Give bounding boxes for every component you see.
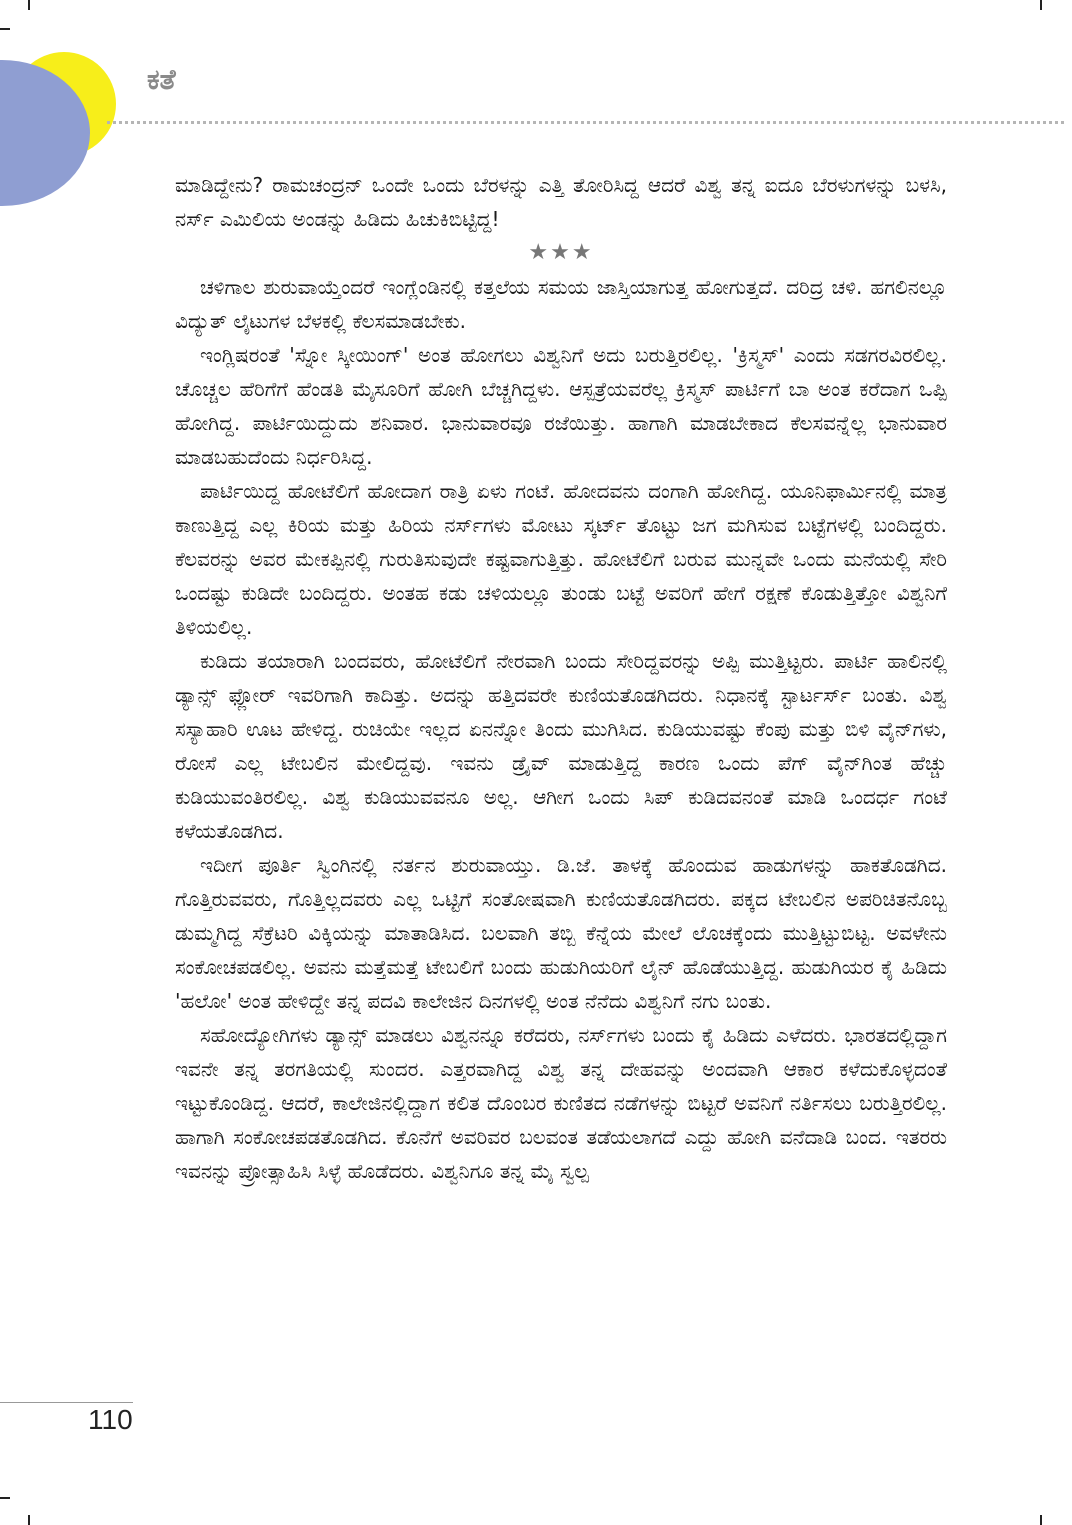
paragraph: ಸಹೋದ್ಯೋಗಿಗಳು ಡ್ಯಾನ್ಸ್ ಮಾಡಲು ವಿಶ್ವನನ್ನೂ ಕರೆದರು, ನರ್ಸ್‌ಗಳು ಬಂದು ಕೈ ಹಿಡಿದು ಎಳೆದರು. ಭಾರತದಲ್ಲಿದ್ದಾಗ ಇವನೇ ತನ್ನ ತರಗತಿಯಲ್ಲಿ ಸುಂದರ. ಎತ್ತರವಾಗಿದ್ದ ವಿಶ್ವ ತನ್ನ ದೇಹವನ್ನು ಅಂದವಾಗಿ ಆಕಾರ ಕಳೆದುಕೊಳ್ಳದಂತೆ ಇಟ್ಟುಕೊಂಡಿದ್ದ. ಆದರೆ, ಕಾಲೇಜಿನಲ್ಲಿದ್ದಾಗ ಕಲಿತ ದೊಂಬರ ಕುಣಿತದ ನಡೆಗಳನ್ನು ಬಿಟ್ಟರೆ ಅವನಿಗೆ ನರ್ತಿಸಲು ಬರುತ್ತಿರಲಿಲ್ಲ. ಹಾಗಾಗಿ ಸಂಕೋಚಪಡತೊಡಗಿದ. ಕೊನೆಗೆ ಅವರಿವರ ಬಲವಂತ ತಡೆಯಲಾಗದೆ ಎದ್ದು ಹೋಗಿ ವನೆದಾಡಿ ಬಂದ. ಇತರರು ಇವನನ್ನು ಪ್ರೋತ್ಸಾಹಿಸಿ ಸಿಳ್ಳೆ ಹೊಡೆದರು. ವಿಶ್ವನಿಗೂ ತನ್ನ ಮೈ ಸ್ವಲ್ಪ (175, 1023, 947, 1183)
paragraph: ಇದೀಗ ಪೂರ್ತಿ ಸ್ವಿಂಗಿನಲ್ಲಿ ನರ್ತನ ಶುರುವಾಯ್ತು. ಡಿ.ಜೆ. ತಾಳಕ್ಕೆ ಹೊಂದುವ ಹಾಡುಗಳನ್ನು ಹಾಕತೊಡಗಿದ. ಗೊತ್ತಿರುವವರು, ಗೊತ್ತಿಲ್ಲದವರು ಎಲ್ಲ ಒಟ್ಟಿಗೆ ಸಂತೋಷವಾಗಿ ಕುಣಿಯತೊಡಗಿದರು. ಪಕ್ಕದ ಟೇಬಲಿನ ಅಪರಿಚಿತನೊಬ್ಬ ಡುಮ್ಮಗಿದ್ದ ಸೆಕ್ರೆಟರಿ ವಿಕ್ಕಿಯನ್ನು ಮಾತಾಡಿಸಿದ. ಬಲವಾಗಿ ತಬ್ಬಿ ಕೆನ್ನೆಯ ಮೇಲೆ ಲೊಚಕ್ಕೆಂದು ಮುತ್ತಿಟ್ಟುಬಿಟ್ಟ. ಅವಳೇನು ಸಂಕೋಚಪಡಲಿಲ್ಲ. ಅವನು ಮತ್ತೆಮತ್ತೆ ಟೇಬಲಿಗೆ ಬಂದು ಹುಡುಗಿಯರಿಗೆ ಲೈನ್ ಹೊಡೆಯುತ್ತಿದ್ದ. ಹುಡುಗಿಯರ ಕೈ ಹಿಡಿದು 'ಹಲೋ' ಅಂತ ಹೇಳಿದ್ದೇ ತನ್ನ ಪದವಿ ಕಾಲೇಜಿನ ದಿನಗಳಲ್ಲಿ ಅಂತ ನೆನೆದು ವಿಶ್ವನಿಗೆ ನಗು ಬಂತು. (175, 853, 947, 1013)
crop-mark-left-bottom (0, 1497, 10, 1499)
paragraph: ಕುಡಿದು ತಯಾರಾಗಿ ಬಂದವರು, ಹೋಟೆಲಿಗೆ ನೇರವಾಗಿ ಬಂದು ಸೇರಿದ್ದವರನ್ನು ಅಪ್ಪಿ ಮುತ್ತಿಟ್ಟರು. ಪಾರ್ಟಿ ಹಾಲಿನಲ್ಲಿ ಡ್ಯಾನ್ಸ್ ಫ್ಲೋರ್ ಇವರಿಗಾಗಿ ಕಾದಿತ್ತು. ಅದನ್ನು ಹತ್ತಿದವರೇ ಕುಣಿಯತೊಡಗಿದರು. ನಿಧಾನಕ್ಕೆ ಸ್ಟಾರ್ಟರ್ಸ್ ಬಂತು. ವಿಶ್ವ ಸಸ್ಯಾಹಾರಿ ಊಟ ಹೇಳಿದ್ದ. ರುಚಿಯೇ ಇಲ್ಲದ ಏನನ್ನೋ ತಿಂದು ಮುಗಿಸಿದ. ಕುಡಿಯುವಷ್ಟು ಕೆಂಪು ಮತ್ತು ಬಿಳಿ ವೈನ್‌ಗಳು, ರೋಸೆ ಎಲ್ಲ ಟೇಬಲಿನ ಮೇಲಿದ್ದವು. ಇವನು ಡ್ರೈವ್ ಮಾಡುತ್ತಿದ್ದ ಕಾರಣ ಒಂದು ಪೆಗ್ ವೈನ್‌ಗಿಂತ ಹೆಚ್ಚು ಕುಡಿಯುವಂತಿರಲಿಲ್ಲ. ವಿಶ್ವ ಕುಡಿಯುವವನೂ ಅಲ್ಲ. ಆಗೀಗ ಒಂದು ಸಿಪ್ ಕುಡಿದವನಂತೆ ಮಾಡಿ ಒಂದರ್ಧ ಗಂಟೆ ಕಳೆಯತೊಡಗಿದ. (175, 649, 947, 843)
paragraph: ಇಂಗ್ಲಿಷರಂತೆ 'ಸ್ನೋ ಸ್ಕೀಯಿಂಗ್' ಅಂತ ಹೋಗಲು ವಿಶ್ವನಿಗೆ ಅದು ಬರುತ್ತಿರಲಿಲ್ಲ. 'ಕ್ರಿಸ್ಮಸ್' ಎಂದು ಸಡಗರವಿರಲಿಲ್ಲ. ಚೊಚ್ಚಲ ಹೆರಿಗೆಗೆ ಹೆಂಡತಿ ಮೈಸೂರಿಗೆ ಹೋಗಿ ಬೆಚ್ಚಗಿದ್ದಳು. ಆಸ್ಪತ್ರೆಯವರೆಲ್ಲ ಕ್ರಿಸ್ಮಸ್ ಪಾರ್ಟಿಗೆ ಬಾ ಅಂತ ಕರೆದಾಗ ಒಪ್ಪಿ ಹೋಗಿದ್ದ. ಪಾರ್ಟಿಯಿದ್ದುದು ಶನಿವಾರ. ಭಾನುವಾರವೂ ರಜೆಯಿತ್ತು. ಹಾಗಾಗಿ ಮಾಡಬೇಕಾದ ಕೆಲಸವನ್ನೆಲ್ಲ ಭಾನುವಾರ ಮಾಡಬಹುದೆಂದು ನಿರ್ಧರಿಸಿದ್ದ. (175, 343, 947, 469)
crop-mark-top-right (1040, 0, 1042, 10)
section-separator: ★★★ (528, 240, 594, 265)
story-body (175, 168, 947, 1188)
crop-mark-left-top (0, 28, 10, 30)
paragraph: ಚಳಿಗಾಲ ಶುರುವಾಯ್ತೆಂದರೆ ಇಂಗ್ಲೆಂಡಿನಲ್ಲಿ ಕತ್ತಲೆಯ ಸಮಯ ಜಾಸ್ತಿಯಾಗುತ್ತ ಹೋಗುತ್ತದೆ. ದರಿದ್ರ ಚಳಿ. ಹಗಲಿನಲ್ಲೂ ವಿದ್ಯುತ್ ಲೈಟುಗಳ ಬೆಳಕಲ್ಲಿ ಕೆಲಸಮಾಡಬೇಕು. (175, 275, 947, 333)
crop-mark-bottom-left (28, 1515, 30, 1525)
page-number-rule (0, 1402, 133, 1403)
crop-mark-bottom-right (1040, 1515, 1042, 1525)
crop-mark-top-left (28, 0, 30, 10)
paragraph: ಪಾರ್ಟಿಯಿದ್ದ ಹೋಟೆಲಿಗೆ ಹೋದಾಗ ರಾತ್ರಿ ಏಳು ಗಂಟೆ. ಹೋದವನು ದಂಗಾಗಿ ಹೋಗಿದ್ದ. ಯೂನಿಫಾರ್ಮಿನಲ್ಲಿ ಮಾತ್ರ ಕಾಣುತ್ತಿದ್ದ ಎಲ್ಲ ಕಿರಿಯ ಮತ್ತು ಹಿರಿಯ ನರ್ಸ್‌ಗಳು ಮೋಟು ಸ್ಕರ್ಟ್ ತೊಟ್ಟು ಜಗ ಮಗಿಸುವ ಬಟ್ಟೆಗಳಲ್ಲಿ ಬಂದಿದ್ದರು. ಕೆಲವರನ್ನು ಅವರ ಮೇಕಪ್ಪಿನಲ್ಲಿ ಗುರುತಿಸುವುದೇ ಕಷ್ಟವಾಗುತ್ತಿತ್ತು. ಹೋಟೆಲಿಗೆ ಬರುವ ಮುನ್ನವೇ ಒಂದು ಮನೆಯಲ್ಲಿ ಸೇರಿ ಒಂದಷ್ಟು ಕುಡಿದೇ ಬಂದಿದ್ದರು. ಅಂತಹ ಕಡು ಚಳಿಯಲ್ಲೂ ತುಂಡು ಬಟ್ಟೆ ಅವರಿಗೆ ಹೇಗೆ ರಕ್ಷಣೆ ಕೊಡುತ್ತಿತ್ತೋ ವಿಶ್ವನಿಗೆ ತಿಳಿಯಲಿಲ್ಲ. (175, 479, 947, 639)
page-number: 110 (88, 1404, 133, 1435)
section-title: ಕತೆ (147, 63, 176, 96)
paragraph: ಮಾಡಿದ್ದೇನು? ರಾಮಚಂದ್ರನ್ ಒಂದೇ ಒಂದು ಬೆರಳನ್ನು ಎತ್ತಿ ತೋರಿಸಿದ್ದ ಆದರೆ ವಿಶ್ವ ತನ್ನ ಐದೂ ಬೆರಳುಗಳನ್ನು ಬಳಸಿ, ನರ್ಸ್ ಎಮಿಲಿಯ ಅಂಡನ್ನು ಹಿಡಿದು ಹಿಚುಕಿಬಿಟ್ಟಿದ್ದ! (175, 173, 947, 231)
header-dotted-rule (107, 121, 1064, 124)
